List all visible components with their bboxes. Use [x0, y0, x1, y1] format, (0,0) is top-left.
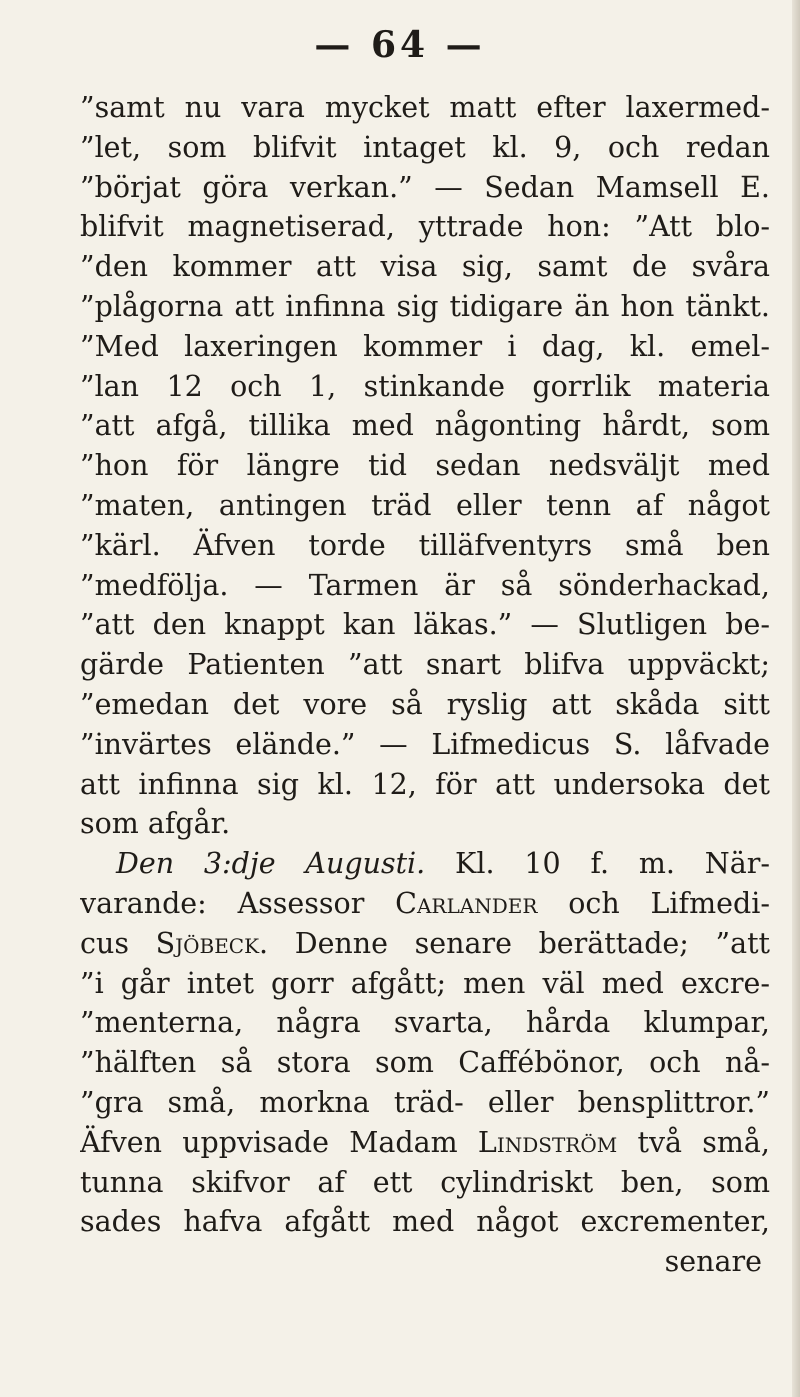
person-name: Carlander: [395, 886, 538, 920]
entry-time: Kl. 10 f. m. När-: [425, 847, 770, 881]
text-segment: . Denne senare berättade; ”att: [259, 926, 770, 960]
text-line: ”maten, antingen träd eller tenn af något: [80, 488, 770, 522]
catchword: senare: [664, 1245, 762, 1279]
text-line: som afgår.: [80, 807, 231, 841]
text-segment: varande: Assessor: [80, 886, 396, 920]
text-line: ”plågorna att infinna sig tidigare än hon tänkt.: [80, 289, 770, 323]
text-line: ”let, som blifvit intaget kl. 9, och redan: [80, 130, 770, 164]
text-line: tunna skifvor af ett cylindriskt ben, som: [80, 1165, 770, 1199]
text-line: ”hälften så stora som Caffébönor, och nå-: [80, 1046, 770, 1080]
text-line: [80, 924, 770, 964]
text-line: ”Med laxeringen kommer i dag, kl. emel-: [80, 329, 770, 363]
person-name: Lindström: [477, 1125, 618, 1159]
text-line: ”den kommer att visa sig, samt de svåra: [80, 250, 770, 284]
text-segment: cus: [80, 926, 156, 960]
text-segment: och Lifmedi-: [537, 886, 770, 920]
text-line: ”kärl. Äfven torde tilläfventyrs små ben: [80, 528, 770, 562]
text-segment: Äfven uppvisade Madam: [80, 1125, 478, 1159]
text-line: ”samt nu vara mycket matt efter laxermed-: [80, 91, 770, 124]
person-name: Sjöbeck: [155, 926, 260, 960]
text-line: [80, 1123, 770, 1163]
text-line: att infinna sig kl. 12, för att undersoka det: [80, 767, 770, 801]
text-line: [80, 884, 770, 924]
text-line: ”att den knappt kan läkas.” — Slutligen be-: [80, 608, 770, 642]
text-line: ”hon för längre tid sedan nedsväljt med: [80, 449, 770, 483]
text-line: ”i går intet gorr afgått; men väl med excre-: [80, 966, 770, 1000]
text-line: gärde Patienten ”att snart blifva uppväckt;: [80, 648, 770, 682]
text-line: ”menterna, några svarta, hårda klumpar,: [80, 1006, 770, 1040]
text-line: ”invärtes elände.” — Lifmedicus S. låfvade: [80, 727, 770, 761]
page-edge: [792, 0, 800, 1397]
text-line: ”gra små, morkna träd- eller bensplittror.”: [80, 1085, 770, 1119]
text-line: blifvit magnetiserad, yttrade hon: ”Att blo-: [80, 210, 770, 244]
text-segment: två små,: [617, 1125, 770, 1159]
text-line: ”börjat göra verkan.” — Sedan Mamsell E.: [80, 170, 770, 204]
text-line: ”emedan det vore så ryslig att skåda sitt: [80, 687, 770, 721]
text-line: ”lan 12 och 1, stinkande gorrlik materia: [80, 369, 770, 403]
page-number: — 64 —: [314, 24, 486, 66]
body-text: [80, 88, 770, 1282]
text-line: ”att afgå, tillika med någonting hårdt, som: [80, 409, 770, 443]
dated-entry-line: [80, 844, 770, 884]
text-line: sades hafva afgått med något excrementer,: [80, 1205, 770, 1239]
text-line: ”medfölja. — Tarmen är så sönderhackad,: [80, 568, 770, 602]
entry-date: Den 3:dje Augusti.: [116, 847, 426, 881]
